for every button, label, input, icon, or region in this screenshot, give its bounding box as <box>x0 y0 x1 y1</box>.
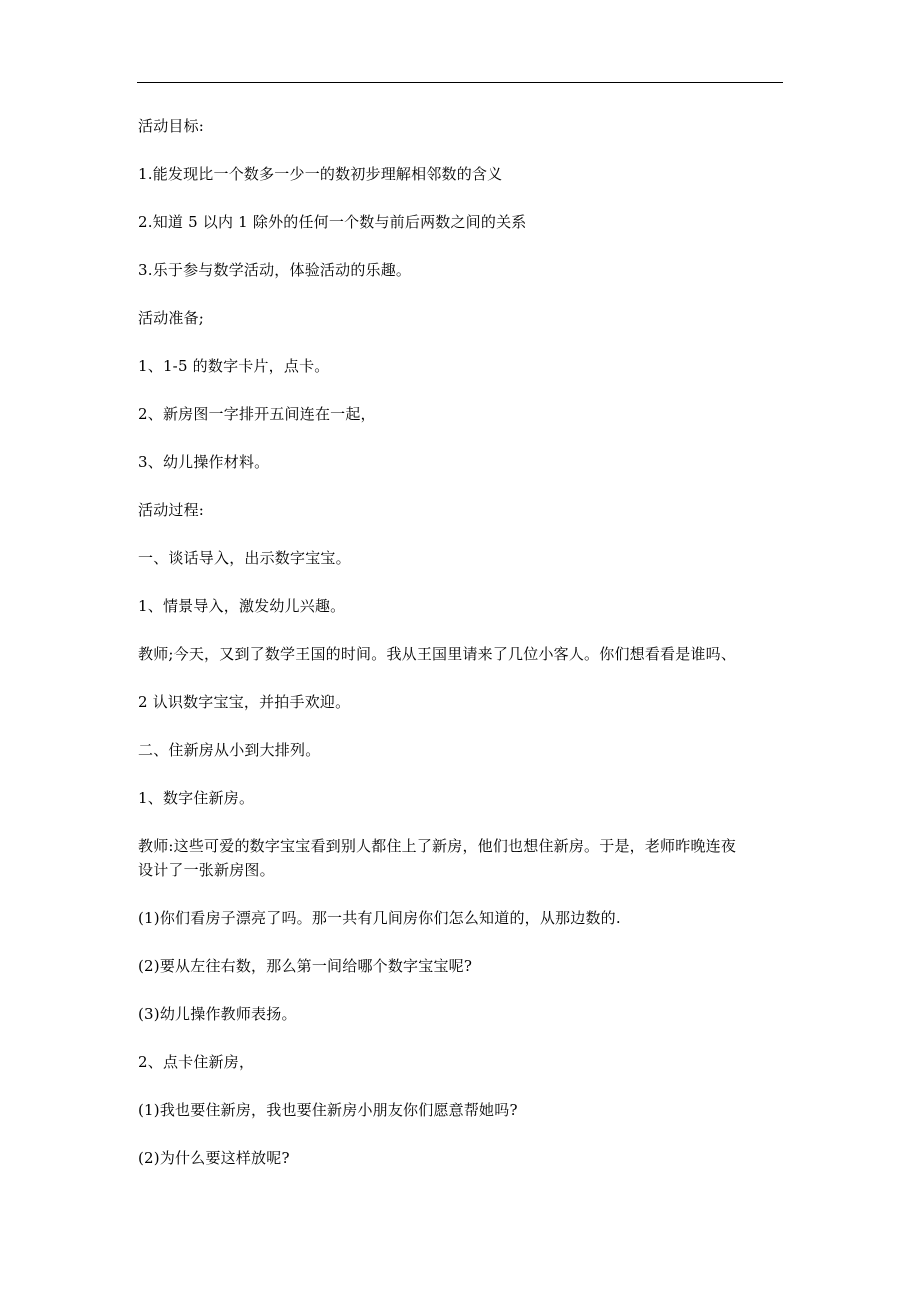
process-part-2-title: 二、住新房从小到大排列。 <box>138 741 321 759</box>
section-heading-process: 活动过程: <box>138 501 205 519</box>
preparation-2: 2、新房图一字排开五间连在一起， <box>138 405 376 423</box>
objective-1: 1.能发现比一个数多一少一的数初步理解相邻数的含义 <box>138 165 503 183</box>
preparation-1: 1、1-5 的数字卡片，点卡。 <box>138 357 330 375</box>
objective-2: 2.知道 5 以内 1 除外的任何一个数与前后两数之间的关系 <box>138 213 527 231</box>
question-4: (1)我也要住新房，我也要住新房小朋友你们愿意帮她吗? <box>138 1101 518 1119</box>
process-step-2-1: 1、数字住新房。 <box>138 789 255 807</box>
question-3: (3)幼儿操作教师表扬。 <box>138 1005 297 1023</box>
process-step-1-2: 2 认识数字宝宝，并拍手欢迎。 <box>138 693 351 711</box>
teacher-dialogue-2-line-2: 设计了一张新房图。 <box>138 861 275 879</box>
question-5: (2)为什么要这样放呢? <box>138 1149 290 1167</box>
question-2: (2)要从左往右数，那么第一间给哪个数字宝宝呢? <box>138 957 473 975</box>
header-rule <box>137 82 783 83</box>
section-heading-preparation: 活动准备; <box>138 309 205 327</box>
process-part-1-title: 一、谈话导入，出示数字宝宝。 <box>138 549 351 567</box>
preparation-3: 3、幼儿操作材料。 <box>138 453 270 471</box>
objective-3: 3.乐于参与数学活动，体验活动的乐趣。 <box>138 261 412 279</box>
process-step-1-1: 1、情景导入，激发幼儿兴趣。 <box>138 597 346 615</box>
section-heading-objectives: 活动目标: <box>138 117 205 135</box>
process-step-2-2: 2、点卡住新房， <box>138 1053 255 1071</box>
teacher-dialogue-1: 教师;今天，又到了数学王国的时间。我从王国里请来了几位小客人。你们想看看是谁吗、 <box>138 645 737 663</box>
question-1: (1)你们看房子漂亮了吗。那一共有几间房你们怎么知道的，从那边数的. <box>138 909 621 927</box>
teacher-dialogue-2-line-1: 教师:这些可爱的数字宝宝看到别人都住上了新房，他们也想住新房。于是，老师昨晚连夜 <box>138 837 737 855</box>
